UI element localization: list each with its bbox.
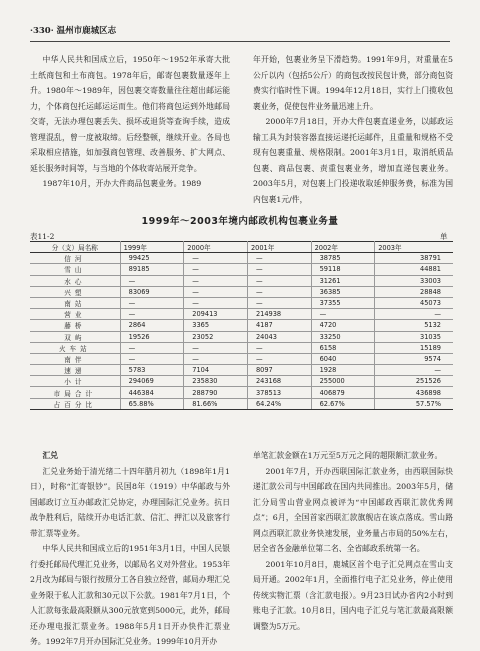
row-label: 信河: [30, 253, 120, 264]
table-cell: 436898: [375, 387, 453, 398]
table-cell: 446384: [120, 387, 184, 398]
table-cell: 59118: [311, 264, 375, 275]
row-label: 占百分比: [30, 398, 120, 409]
parcel-volume-table: [30, 241, 453, 410]
row-label: 速递: [30, 365, 120, 376]
table-cell: 38791: [375, 253, 453, 264]
table-number: 表11-2: [30, 232, 55, 241]
table-cell: —: [184, 264, 248, 275]
row-label: 双屿: [30, 331, 120, 342]
top-right-column: [253, 52, 453, 207]
year-header: 2003年: [375, 242, 453, 253]
table-cell: 19526: [120, 331, 184, 342]
table-title: 1999年～2003年境内邮政机构包裹业务量: [141, 216, 339, 227]
table-row: [30, 297, 453, 308]
row-label: 火车站: [30, 342, 120, 353]
page-header: [30, 14, 450, 42]
table-cell: 57.57%: [375, 398, 453, 409]
paragraph: 2001年10月8日，鹿城区首个电子汇兑网点在雪山支局开通。2002年1月，全面推行电子汇兑业务，停止使用传统实物汇票（含汇款电报）。9月23日试办省内2小时到账电子汇款。10月8日，国内电子汇兑与笔汇款最高限额调整为5万元。: [253, 559, 453, 631]
table-cell: 6040: [311, 353, 375, 364]
table-cell: 83069: [120, 286, 184, 297]
table-cell: 288790: [184, 387, 248, 398]
paragraph: 1987年10月，开办大件商品包裹业务。1989: [42, 179, 202, 188]
paragraph: 单笔汇款金额在1万元至5万元之间的超限额汇款业务。: [253, 451, 443, 460]
table-row: [30, 376, 453, 387]
table-cell: 65.88%: [120, 398, 184, 409]
bottom-left-column: [30, 448, 230, 650]
table-row: [30, 353, 453, 364]
table-row: [30, 331, 453, 342]
table-cell: 31035: [375, 331, 453, 342]
row-label: 藤桥: [30, 320, 120, 331]
table-cell: 33250: [311, 331, 375, 342]
page-number-title: ·330· 温州市鹿城区志: [30, 26, 117, 36]
table-cell: 45073: [375, 297, 453, 308]
table-cell: 378513: [247, 387, 311, 398]
table-cell: —: [375, 365, 453, 376]
table-cell: 33003: [375, 275, 453, 286]
table-cell: 37355: [311, 297, 375, 308]
table-cell: 209413: [184, 309, 248, 320]
year-header: 2000年: [184, 242, 248, 253]
table-cell: —: [184, 353, 248, 364]
table-row: [30, 320, 453, 331]
table-cell: —: [184, 342, 248, 353]
table-cell: 9574: [375, 353, 453, 364]
table-cell: —: [120, 353, 184, 364]
table-cell: —: [311, 309, 375, 320]
table-cell: 2864: [120, 320, 184, 331]
table-row: [30, 253, 453, 264]
table-row: [30, 387, 453, 398]
row-label: 市局合计: [30, 387, 120, 398]
row-label: 南站: [30, 297, 120, 308]
table-cell: —: [247, 286, 311, 297]
table-cell: 8097: [247, 365, 311, 376]
top-left-column: [30, 52, 230, 192]
table-cell: 24043: [247, 331, 311, 342]
table-cell: 89185: [120, 264, 184, 275]
table-cell: —: [184, 275, 248, 286]
table-cell: 251526: [375, 376, 453, 387]
table-cell: 81.66%: [184, 398, 248, 409]
table-cell: 99425: [120, 253, 184, 264]
table-cell: 235830: [184, 376, 248, 387]
year-header: 1999年: [120, 242, 184, 253]
table-row: [30, 275, 453, 286]
table-cell: 23052: [184, 331, 248, 342]
table-header-row: [30, 242, 453, 253]
bottom-right-column: [253, 448, 453, 634]
table-cell: —: [120, 342, 184, 353]
table-cell: —: [247, 353, 311, 364]
table-cell: 3365: [184, 320, 248, 331]
paragraph: 中华人民共和国成立后，1950年～1952年承寄大批土纸商包和土布商包。1978年后，邮寄包裹数量逐年上升。1980年～1989年，因包裹交寄数量往往超出邮运能力，个体商包托运邮运运而生。他们将商包运到外地邮局交寄，无法办理包裹丢失、损坏或退货等查询手续，造成管理混乱，曾一度被取缔。后经整顿，继续开业。各局也采取相应措施，如加强商包管理、改善服务、扩大网点、延长服务时间等，与当地的个体收寄站展开竞争。: [30, 55, 230, 173]
row-label: 小计: [30, 376, 120, 387]
table-cell: 4720: [311, 320, 375, 331]
table-cell: —: [247, 253, 311, 264]
row-label: 南伴: [30, 353, 120, 364]
table-cell: 64.24%: [247, 398, 311, 409]
table-cell: 38785: [311, 253, 375, 264]
table-cell: —: [247, 342, 311, 353]
table-cell: —: [120, 275, 184, 286]
table-cell: 294069: [120, 376, 184, 387]
table-cell: —: [184, 286, 248, 297]
table-row: [30, 264, 453, 275]
table-cell: —: [247, 275, 311, 286]
table-row: [30, 398, 453, 409]
year-header: 2001年: [247, 242, 311, 253]
table-cell: —: [120, 297, 184, 308]
table-cell: 1928: [311, 365, 375, 376]
paragraph: 年开始，包裹业务呈下滑趋势。1991年9月，对重量在5公斤以内（包括5公斤）的商包改按民包计费，部分商包资费实行临时性下调。1994年12月18日，实行上门揽收包裹业务，促使包件业务量迅速上升。: [253, 55, 453, 111]
row-label: 营业: [30, 309, 120, 320]
corner-header: 分（支）局名称: [30, 242, 120, 253]
row-label: 雪山: [30, 264, 120, 275]
paragraph: 中华人民共和国成立后的1951年3月1日，中国人民银行委托邮局代理汇兑业务，以邮局名义对外营业。1953年2月改为邮局与银行按照分工各自独立经营，邮局办理汇兑业务限于私人汇款和30元以下公款。1981年7月1日，个人汇款每张最高限额从300元放宽到5000元，此外，邮局还办理电报汇票业务。1988年5月1日开办快件汇票业务。1992年7月开办国际汇兑业务。1999年10月开办: [30, 544, 230, 646]
row-label: 兴塑: [30, 286, 120, 297]
table-cell: 4187: [247, 320, 311, 331]
table-cell: —: [120, 309, 184, 320]
paragraph: 汇兑业务始于清光绪二十四年腊月初九（1898年1月1日），时称“汇寄银钞”。民国8年（1919）中华邮政与外国邮政订立互办邮政汇兑协定，办理国际汇兑业务。抗日战争胜利后，陆续开办电话汇款、信汇、押汇以及旅客行带汇票等业务。: [30, 466, 230, 538]
table-row: [30, 342, 453, 353]
table-row: [30, 309, 453, 320]
table-cell: 7104: [184, 365, 248, 376]
table-row: [30, 286, 453, 297]
section-heading: 汇兑: [42, 451, 59, 460]
paragraph: 2000年7月18日，开办大件包裹直递业务，以邮政运输工具为封装容器直接运递托运邮件，且重量和规格不受现有包裹重量、规格限制。2001年3月1日，取消纸质品包裹、商品包裹、责重包裹业务，增加直递包裹业务。2003年5月，对包裹上门投递收取延伸服务费，标准为国内包裹1元/件，: [253, 117, 453, 204]
table-cell: 243168: [247, 376, 311, 387]
paragraph: 2001年7月，开办西联国际汇款业务，由西联国际快递汇款公司与中国邮政在国内共同推出。2003年5月，储汇分局雪山营业网点被评为“中国邮政西联汇款优秀网点”；6月，全国首家西联汇款旗舰店在该点落成。雪山路网点西联汇款业务快速发展，业务量占市局的50%左右，居全省各金融单位第二名、全省邮政系统第一名。: [253, 466, 453, 553]
table-cell: 5783: [120, 365, 184, 376]
table-cell: 6158: [311, 342, 375, 353]
table-cell: 62.67%: [311, 398, 375, 409]
table-cell: —: [184, 297, 248, 308]
row-label: 水心: [30, 275, 120, 286]
table-cell: 28848: [375, 286, 453, 297]
table-row: [30, 365, 453, 376]
table-cell: 31261: [311, 275, 375, 286]
table-cell: —: [247, 264, 311, 275]
table-cell: 15189: [375, 342, 453, 353]
table-cell: 406879: [311, 387, 375, 398]
table-cell: 44881: [375, 264, 453, 275]
table-cell: —: [184, 253, 248, 264]
table-cell: 255000: [311, 376, 375, 387]
year-header: 2002年: [311, 242, 375, 253]
table-cell: —: [247, 297, 311, 308]
table-cell: 36385: [311, 286, 375, 297]
table-cell: 5132: [375, 320, 453, 331]
table-cell: —: [375, 309, 453, 320]
table-cell: 214938: [247, 309, 311, 320]
table-unit: 单: [440, 232, 448, 241]
